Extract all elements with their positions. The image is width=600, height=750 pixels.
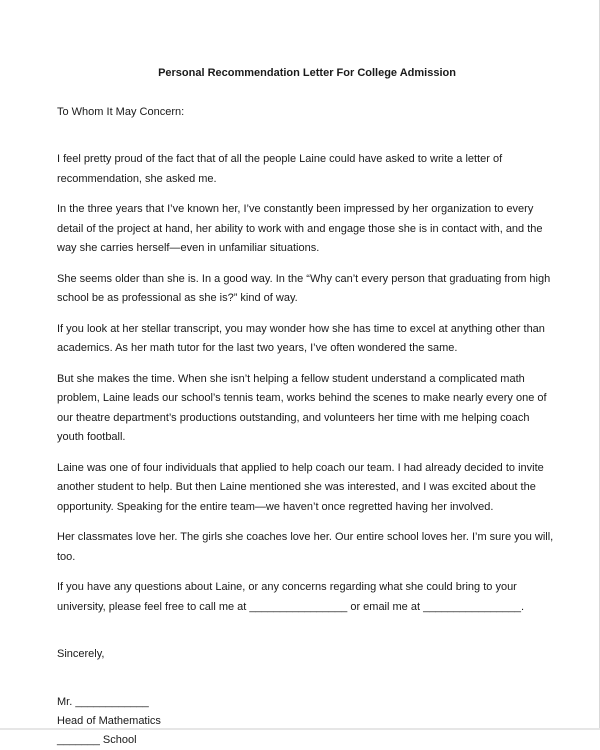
paragraph: If you have any questions about Laine, or any concerns regarding what she could bring to your university, please feel free to call me at ________________ or email me at ________________. (57, 581, 525, 613)
paragraph: I feel pretty proud of the fact that of all the people Laine could have asked to write a letter of recommendation, she asked me. (57, 153, 503, 185)
paragraph: Her classmates love her. The girls she coaches love her. Our entire school loves her. I’m sure you will, too. (57, 531, 554, 563)
paragraph: In the three years that I’ve known her, I’ve constantly been impressed by her organization to every detail of the project at hand, her ability to work with and engage those she is in contact with, and the way she carries herself—even in unfamiliar situations. (57, 203, 543, 254)
paragraph: Laine was one of four individuals that applied to help coach our team. I had already decided to invite another student to help. But then Laine mentioned she was interested, and I was excited about the opportunity. Speaking for the entire team—we haven’t once regretted having her involved. (57, 461, 544, 513)
signature-position: Head of Mathematics (57, 715, 161, 727)
salutation: To Whom It May Concern: (57, 106, 185, 118)
signature-name: Mr. ____________ (57, 696, 149, 708)
signature-school: _______ School (57, 734, 137, 746)
paragraph: If you look at her stellar transcript, you may wonder how she has time to excel at anything other than academics. As her math tutor for the last two years, I’ve often wondered the same. (57, 322, 545, 354)
paragraph: But she makes the time. When she isn’t helping a fellow student understand a complicated math problem, Laine leads our school’s tennis team, works behind the scenes to make nearly every one of our theatre department’s productions outstanding, and volunteers her time with me helping coach youth football. (57, 372, 547, 443)
paragraph: She seems older than she is. In a good way. In the “Why can’t every person that graduating from high school be as professional as she is?” kind of way. (57, 272, 551, 304)
letter-title: Personal Recommendation Letter For College Admission (158, 67, 456, 79)
letter-body (57, 64, 557, 750)
closing: Sincerely, (57, 648, 105, 660)
